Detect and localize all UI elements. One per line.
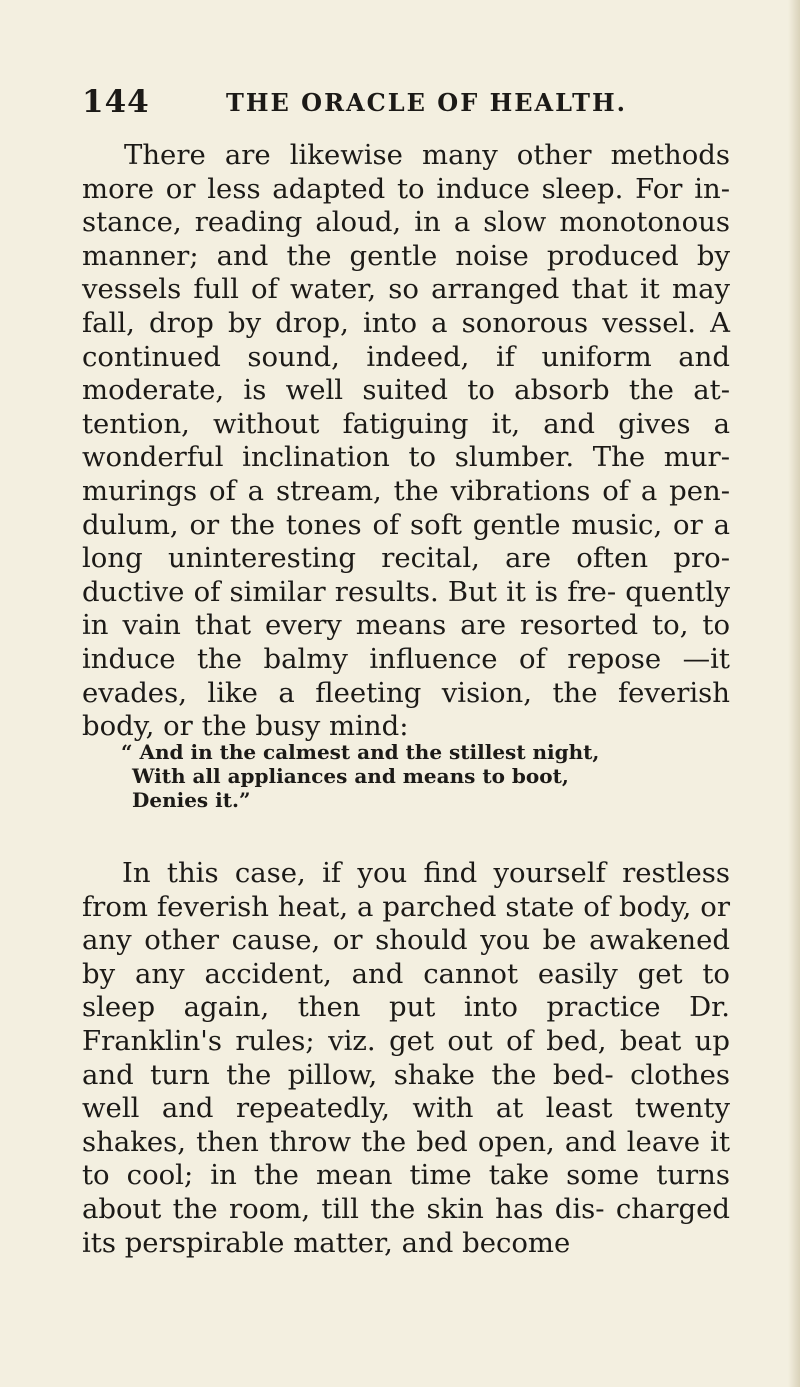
page-header [82, 84, 722, 120]
paragraph-1: There are likewise many other methods more or less adapted to induce sleep. For in- stance, reading aloud, in a slow monotonous manner; and the gentle noise produced by vessels full of water, so arranged that it may fall, drop by drop, into a sonorous vessel. A continued sound, indeed, if uniform and moderate, is well suited to absorb the at- tention, without fatiguing it, and gives a wonderful inclination to slumber. The mur- murings of a stream, the vibrations of a pen- dulum, or the tones of soft gentle music, or a long uninteresting recital, are often pro- ductive of similar results. But it is fre- quently in vain that every means are resorted to, to induce the balmy influence of repose —it evades, like a fleeting vision, the feverish body, or the busy mind: [82, 139, 730, 743]
running-head: THE ORACLE OF HEALTH. [226, 88, 627, 117]
page-number: 144 [82, 84, 150, 120]
quote-line-2: With all appliances and means to boot, [132, 764, 569, 788]
page-edge-shadow [788, 0, 800, 1387]
quote-line-1: “ And in the calmest and the stillest night, [121, 740, 600, 764]
verse-quotation [121, 740, 681, 812]
paragraph-2: In this case, if you find yourself restless from feverish heat, a parched state of body, or any other cause, or should you be awakened by any accident, and cannot easily get to sleep again, then put into practice Dr. Franklin's rules; viz. get out of bed, beat up and turn the pillow, shake the bed- clothes well and repeatedly, with at least twenty shakes, then throw the bed open, and leave it to cool; in the mean time take some turns about the room, till the skin has dis- charged its perspirable matter, and become [82, 857, 730, 1259]
quote-line-3: Denies it.” [132, 788, 251, 812]
